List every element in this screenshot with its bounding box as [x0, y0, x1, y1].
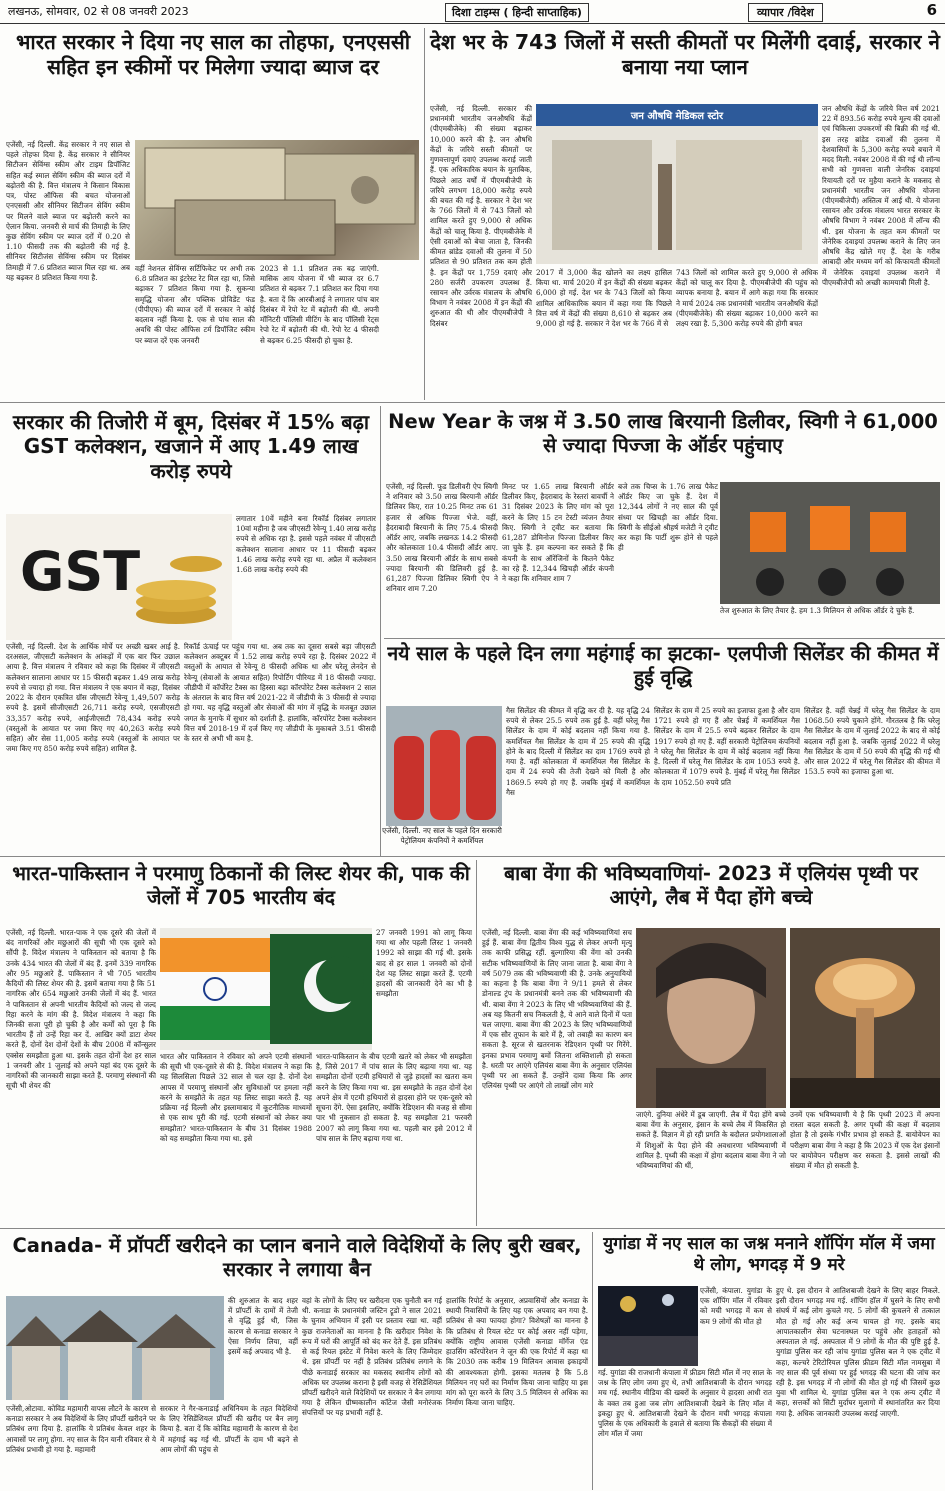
a7-col1: एजेंसी, नई दिल्ली. बाबा वेंगा की कई भविष्यवाणियां सच हुई हैं. बाबा वेंगा द्वितीय विश्व युद्ध से लेकर अपनी मृत्यु तक काफी प्रसिद्ध रहीं. बुल्गारिया की वेंगा को उनकी सटीक भविष्यवाणियों के लिए जाना जाता है. बाबा वेंगा ने वर्ष 5079 तक की भविष्यवाणी की है. उनके अनुयायियों का कहना है कि बाबा वेंगा ने 9/11 हमले से लेकर डोनाल्ड ट्रंप के प्रधानमंत्री बनने तक की भविष्यवाणी की थी. बाबा वेंगा ने 2023 के लिए भी भविष्यवाणियां की हैं. अब यह कितनी सच निकलती है, ये आने वाले दिनों में पता चल जाएगा. बाबा वेंगा की 2023 के लिए भविष्यवाणियों में एक सौर तूफान के बारे में है, जो तबाही का कारण बन सकता है. सूरज से खतरनाक रेडिएशन पृथ्वी पर गिरेंगे. इनका प्रभाव परमाणु बमों जितना शक्तिशाली हो सकता है. धरती पर आएंगे एलियंस बाबा वेंगा के अनुसार एलियंस पृथ्वी पर आ सकते हैं. उन्होंने दावा किया कि अगर एलियंस पृथ्वी पर आएंगे तो लाखों लोग मारे [482, 928, 632, 1091]
a6-col3: भारत-पाकिस्तान के बीच एटमी खतरे को लेकर भी समझौता है, जिसे 2017 में पांच साल के लिए बढ़ाया गया था. यह समझौता दोनों एटमी हथियारों से जुड़े हादसों का खतरा कम करने के लिए किया गया था. इस समझौते के तहत दोनों देश अपने क्षेत्र में एटमी हथियारों से हादसा होने पर एक-दूसरे को सूचना देंगे. ऐसा इसलिए, क्योंकि रेडिएशन की वजह से सीमा पार भी नुकसान हो सकता है. यह समझौता 21 फरवरी 2007 को लागू किया गया था. पहली बार इसे 2012 में पांच साल के लिए बढ़ाया गया था. [316, 1052, 472, 1143]
a8-col2b: सरकार ने गैर-कनाडाई अधिनियम के तहत विदेशियों के लिए रेसिडेंशियल प्रॉपर्टी की खरीद पर बैन लागू किया है. बता दें कि कोविड महामारी के कारण से देश में महंगाई बढ़ गई थी. प्रॉपर्टी के दाम भी बढ़ने से आम लोगों की पहुंच से [160, 1404, 298, 1454]
portrait-illustration [636, 928, 786, 1108]
baba-vanga-image [636, 928, 786, 1108]
a5-col3: सिलेंडर है. वहीं चेन्नई में घरेलू गैस सिलेंडर के दाम 1068.50 रुपये चुकाने होंगे. गौरतलब है कि घरेलू गैस सिलेंडर के दाम में जुलाई 2022 के बाद से कोई बदलाव नहीं हुआ है. जबकि जुलाई 2022 में घरेलू गैस सिलेंडर के दाम में 50 रुपये की वृद्धि की गई थी और साल 2022 में घरेलू गैस सिलेंडर की कीमत में 153.5 रुपये का इजाफा हुआ था. [804, 706, 940, 777]
a9-side: एजेंसी, कंपाला. युगांडा के एक शॉपिंग मॉल में रविवार को मची भगदड़ में कम से कम 9 लोगों की मौत हो [700, 1286, 772, 1326]
a6-headline: भारत-पाकिस्तान ने परमाणु ठिकानों की लिस्ट शेयर की, पाक की जेलों में 705 भारतीय बंद [12, 862, 470, 909]
issue-date: लखनऊ, सोमवार, 02 से 08 जनवरी 2023 [8, 5, 189, 18]
a8-col1: की शुरुआत के बाद शहर में प्रॉपर्टी के दामों में तेजी से वृद्धि हुई थी, जिस कारण से कनाडा सरकार ने ऐसा निर्णय लिया, वहीं इसमें कई अपवाद भी है. [228, 1296, 298, 1357]
a7-col3: उनमें एक भविष्यवाणी ये है कि पृथ्वी 2023 में अपना रास्ता बदल सकती है. अगर पृथ्वी की कक्षा में बदलाव होता है तो इसके गंभीर प्रभाव हो सकते हैं. बायोवेपन का परीक्षण बाबा वेंगा ने कहा है कि 2023 में एक देश इंसानों पर बायोवेपन परीक्षण कर सकता है. इससे लाखों की संख्या में मौत हो सकती है. [790, 1110, 940, 1171]
a4-headline: New Year के जश्न में 3.50 लाख बिरयानी डिलीवर, स्विगी ने 61,000 से ज्यादा पिज्जा के ऑर्डर पहुंचाए [388, 410, 938, 457]
delivery-riders-illustration [720, 482, 940, 604]
shop-sign: जन औषधि मेडिकल स्टोर [630, 111, 724, 122]
page-number: 6 [926, 1, 937, 19]
a9-headline: युगांडा में नए साल का जश्न मनाने शॉपिंग मॉल में जमा थे लोग, भगदड़ में 9 मरे [603, 1234, 935, 1275]
a6-col2: भारत और पाकिस्तान ने रविवार को अपने एटमी संस्थानों की सूची भी एक-दूसरे से की है. विदेश मंत्रालय ने कहा कि यह सिलसिला पिछले 32 साल से चल रहा है. दोनों देश आपस में परमाणु संस्थानों और सुविधाओं पर हमला नहीं करने के समझौते के तहत यह लिस्ट साझा करते हैं. यह प्रक्रिया नई दिल्ली और इस्लामाबाद में कूटनीतिक माध्यमों से एक साथ पूरी की गई. एटमी संस्थानों को लेकर क्या समझौता? भारत-पाकिस्तान के बीच 31 दिसंबर 1988 को यह समझौता किया गया था. इसे [160, 1052, 312, 1143]
a9-col2: हुए थे. इस दौरान वे आतिशबाजी देखने के लिए बाहर निकले. इसी दौरान भगदड़ मच गई. शॉपिंग हॉल में घुसने के लिए सभी संघर्ष में कई लोग कुचले गए. 5 लोगों की कुचलने से तत्काल मौत हो गई और कई अन्य घायल हो गए. इसके बाद आपातकालीन सेवा घटनास्थल पर पहुंचे और हताहतों को अस्पताल ले गई. अस्पताल में 9 लोगों के मौत की पुष्टि हुई है. युगांडा पुलिस कर रही जांच युगांडा पुलिस बल ने एक ट्वीट में कहा, कल्चरे टेरिटोरियल पुलिस फ्रीडम सिटी मॉल नामसुबा में नए साल की पूर्व संध्या पर हुई भगदड़ की घटना की जांच कर रही है. इस भगदड़ में नौ लोगों की मौत हो गई थी जिसमें कुछ युवा भी शामिल थे. युगांडा पुलिस बल ने एक अन्य ट्वीट में कहा, सत्तर्कों को सिटी मुर्दाघर मुलागो में स्थानांतरित कर दिया गया है. अधिक जानकारी उपलब्ध कराई जाएगी. [776, 1286, 940, 1418]
a2-col1: एजेंसी, नई दिल्ली. सरकार की प्रधानमंत्री भारतीय जनऔषधि केंद्रों (पीएमबीजेके) की संख्या बढ़ाकर 10,000 करने की है. जन औषधि केंद्रों के जरिये सस्ती कीमतों पर गुणवत्तापूर्ण दवाएं उपलब्ध कराई जाती हैं. एक अधिकारिक बयान के मुताबिक, पिछले आठ वर्षों में पीएमबीजेपी के जरिये लगभग 18,000 करोड़ रुपये की बचत की गई है. सरकार ने देश भर के 766 जिलों में से 743 जिलों को शामिल करते हुए 9,000 से अधिक केंद्रों को चालू किया है. पीएमबीजेके में ऐसी दवाओं को बेचा जाता है, जिनकी कीमत ब्रांडेड दवाओं की तुलना में 50 प्रतिशत से 90 प्रतिशत तक कम होती है. इन केंद्रों पर 1,759 दवाएं और 280 सर्जरी उपकरण उपलब्ध हैं. रसायन और उर्वरक मंत्रालय के औषधि विभाग ने नवंबर 2008 में इन केंद्रों की शुरुआत की थी और पीएमबीजेपी ने दिसंबर [430, 104, 532, 328]
a4-col3: बजे तक चिप्स के 1.76 लाख पैकेट ऑर्डर किए जा चुके हैं. देश में 12,344 लोगों ने नए साल की पूर्व संध्या पर खिचड़ी का ऑर्डर दिया. स्विगी के सीईओ श्रीहर्ष मजेटी ने ट्वीट कर कहा कि पार्टी शुरू होने से पहले ही [618, 482, 718, 553]
a1-headline: भारत सरकार ने दिया नए साल का तोहफा, एनएससी सहित इन स्कीमों पर मिलेगा ज्यादा ब्याज दर [15, 30, 411, 79]
a7-headline: बाबा वेंगा की भविष्यवाणियां- 2023 में एलियंस पृथ्वी पर आएंगे, लैब में पैदा होंगे बच्चे [504, 862, 918, 909]
column-divider [380, 406, 381, 856]
a8-col1b: एजेंसी,ओटावा. कोविड महामारी वापस लौटने के कारण से कनाडा सरकार ने अब विदेशियों के लिए प्रॉपर्टी खरीदने पर प्रतिबंध लगा दिया है. हालांकि ये प्रतिबंध केवल शहर के आवासों पर लागू होगा. नए साल के दिन यानी रविवार से ये प्रतिबंध प्रभावी हो गया है. महामारी [6, 1404, 156, 1454]
pharmacy-store-illustration [536, 104, 818, 264]
banknotes-illustration [135, 140, 419, 260]
a4-col2: मिनट पर 1.65 लाख बिरयानी ऑर्डर डिलीवर किए, हैदराबाद के रेस्तरां बावर्ची ने 31 दिसंबर 2023 के लिए मांग को पूरा करने के लिए 15 टन टेस्टी व्यंजन तैयार किए. स्विगी ने ट्वीट कर बताया कि 61,287 डोमिनोज पिज्जा डिलीवर किए जा चुके हैं. हम कल्पना कर सकते हैं कि कंपनी के साथ ऑरेंजिनों के कितने पैकेट का रहे हैं. 12,344 खिचड़ी ऑर्डर कंपनी ने कहा कि शनिवार शाम 7 [502, 482, 614, 583]
column-divider [476, 860, 477, 1226]
a3-col2: रिकॉर्ड ऊंचाई पर पहुंच गया था. अब तक का दूसरा सबसे बड़ा जीएसटी कलेक्शन अक्टूबर में 1.52 लाख करोड़ रुपये रहा है. दिसंबर 2022 में वस्तुओं के आयात से रेवेन्यू 8 फीसदी अधिक था और घरेलू लेनदेन से रेवेन्यू (सेवाओं के आयात सहित) रिपोर्टिंग पीरियड में 18 फीसदी ज्यादा. जीडीपी में कॉर्पोरेट टैक्स का हिस्सा बढ़ा कॉरपोरेट टैक्स कलेक्शन 2 साल के अंतराल के बाद वित्त वर्ष 2021-22 में जीडीपी के 3 फीसदी से ज्यादा हो गया. यह वृद्धि वस्तुओं और सेवाओं की मांग में वृद्धि के मजबूत उछाल जगत के मुनाफे में सुधार को दर्शाती है. हालांकि, कॉरपोरेट टैक्स कलेक्शन वित्त वर्ष 2018-19 में दर्ज किए गए जीडीपी के मुकाबले 3.51 फीसदी के स्तर से अभी भी कम है. [184, 642, 376, 743]
section-divider [0, 856, 945, 857]
nuclear-explosion-illustration [790, 928, 940, 1108]
flags-image [160, 928, 372, 1050]
a2-col3: 743 जिलों को शामिल करते हुए 9,000 से अधिक केंद्रों को चालू कर दिया है. पीएमबीजेपी की पहुंच को व्यापक बनाया है. बयान में आगे कहा गया कि सरकार ने मार्च 2024 तक प्रधानमंत्री भारतीय जनऔषधि केंद्रों (पीएमबीजेके) की संख्या बढ़ाकर 10,000 करने का लक्ष्य रखा है. 5,300 करोड़ रुपये की होगी बचत [676, 268, 818, 329]
section-divider [0, 1228, 945, 1229]
column-divider [424, 28, 425, 400]
a8-col3: हालांकि रिपोर्ट के अनुसार, अप्रवासियों और कनाडा के स्थायी निवासियों के लिए यह एक अपवाद बन गया है. प्रतिबंध से क्या फायदा होगा? विशेषज्ञों का मानना है कि प्रतिबंध से रियल स्टेट पर कोई असर नहीं पड़ेगा, क्योंकि राष्ट्रीय आवास एजेंसी कनाडा मॉर्गेज एंड हाउसिंग कॉरपोरेशन ने जून की एक रिपोर्ट में कहा था कि 2030 तक करीब 19 मिलियन आवास इकाइयों की आवश्यकता होगी. इसका मतलब है कि 5.8 मिलियन नए घरों का निर्माण किया जाना चाहिए या इस मांग को पूरा करने के लिए 3.5 मिलियन से अधिक का निर्माण किया जाना चाहिए. [446, 1296, 588, 1408]
a3-headline: सरकार की तिजोरी में बूम, दिसंबर में 15% बढ़ा GST कलेक्शन, खजाने में आए 1.49 लाख करोड़ रुपये [12, 410, 370, 483]
section-divider [384, 638, 945, 639]
a2-col2: 2017 में 3,000 केंद्र खोलने का लक्ष्य हासिल किया था. मार्च 2020 में इन केंद्रों की संख्या बढ़कर 6,000 हो गई. देश भर के 743 जिलों को किया शामिल आधिकारिक बयान में कहा गया कि पिछले वित्त वर्ष में केंद्रों की संख्या 8,610 से बढ़कर अब 9,000 हो गई है. सरकार ने देश भर के 766 में से [536, 268, 672, 329]
crowd-fireworks-illustration [598, 1286, 698, 1366]
gst-image [6, 514, 232, 640]
a4-col1: एजेंसी, नई दिल्ली. फूड डिलीवरी ऐप स्विगी ने शनिवार को 3.50 लाख बिरयानी ऑर्डर डिलिवर किए, रात 10.25 मिनट तक 61 हजार से अधिक पिज्जा भेजे. वहीं, हैदराबादी बिरयानी के लिए 75.4 फीसदी ऑर्डर आए, जबकि लखनऊ 14.2 फीसदी और कोलकाता 10.4 फीसदी ऑर्डर आए. 3.50 लाख बिरयानी ऑर्डर के साथ सबसे ज्यादा बिरयानी की डिलिवरी हुई है. 61,287 पिज्जा डिलिवर स्विगी ऐप ने शनिवार शाम 7.20 [386, 482, 498, 594]
a1-col3: 2023 से 1.1 प्रतिशत तक बढ़ जाएंगी. मासिक आय योजना में भी ब्याज दर 6.7 प्रतिशत से बढ़कर 7.1 प्रतिशत कर दिया गया है. बता दें कि आरबीआई ने लगातार पांच बार दिसंबर में रेपो रेट में बढ़ोतरी की थी. अपनी मॉनिटरी पॉलिसी मीटिंग के बाद पॉलिसी रेट्स रेपो रेट में बढ़ोतरी की थी. रेपो रेट 4 फीसदी से बढ़कर 6.25 फीसदी हो चुका है. [260, 264, 379, 345]
india-pakistan-flags-illustration [160, 928, 372, 1050]
a4-col4: तेज शुरुआत के लिए तैयार है. हम 1.3 मिलियन से अधिक ऑर्डर दे चुके हैं. [720, 606, 915, 615]
column-divider [592, 1232, 593, 1490]
delivery-image [720, 482, 940, 604]
a3-side: लगातार 10वें महीने बना रिकॉर्ड दिसंबर लगातार 10वां महीना है जब जीएसटी रेवेन्यू 1.40 लाख करोड़ रुपये से अधिक रहा है. इससे पहले नवंबर में जीएसटी कलेक्शन सालाना आधार पर 11 फीसदी बढ़कर 1.46 लाख करोड़ रुपये रहा था. अप्रैल में कलेक्शन 1.68 लाख करोड़ रुपये की [236, 514, 376, 575]
section-label: व्यापार /विदेश [748, 3, 823, 22]
gas-cylinders-illustration [386, 706, 502, 826]
a5-col2: सिलेंडर के दाम में 25 रुपये का इजाफा हुआ है और दाम 1721 रुपये हो गए हैं और चेन्नई में कमर्शियल गैस सिलेंडर के दाम में 25.5 रुपये बढ़कर सिलेंडर के दाम 1917 रुपये हो गए हैं. वहीं सरकारी पेट्रोलियम कंपनियों ने घरेलू गैस सिलेंडर के दाम में कोई बदलाव नहीं किया है. दिल्ली में घरेलू गैस सिलेंडर के दाम 1053 रुपये है. कोलकाता में 1079 रुपये है. मुंबई में घरेलू गैस सिलेंडर के दाम 1052.50 रुपये प्रति [654, 706, 800, 787]
houses-image [6, 1296, 224, 1400]
a8-headline: Canada- में प्रॉपर्टी खरीदने का प्लान बनाने वाले विदेशियों के लिए बुरी खबर, सरकार ने लगाया बैन [12, 1234, 582, 1281]
a5-caption: एजेंसी, दिल्ली. नए साल के पहले दिन सरकारी पेट्रोलियम कंपनियों ने कमर्शियल [382, 826, 502, 845]
a5-col1: गैस सिलेंडर की कीमत में वृद्धि कर दी है. यह वृद्धि 24 रुपये से लेकर 25.5 रुपये तक हुई है. वहीं घरेलू गैस सिलेंडर के दाम में कोई बदलाव नहीं किया गया है. कमर्शियल गैस सिलेंडर के दाम में 25 रुपये की वृद्धि होने के बाद दिल्ली में सिलेंडर का दाम 1769 रुपये हो गया है. वहीं कोलकाता में कमर्शियल गैस सिलेंडर के दाम में 24 रुपये की तेजी देखने को मिली है और 1869.5 रुपये हो गए हैं. जबकि मुंबई में कमर्शियल गैस [506, 706, 650, 797]
masthead: दिशा टाइम्स ( हिन्दी साप्ताहिक) [445, 3, 589, 22]
explosion-image [790, 928, 940, 1108]
a7-col2: जाएंगे. दुनिया अंधेरे में डूब जाएगी. लैब में पैदा होंगे बच्चे बाबा वेंगा के अनुसार, इंसान के बच्चे लैब में विकसित हो सकते हैं. विज्ञान में हो रही प्रगति के बदौलत प्रयोगशालाओं में शिशुओं के पैदा होने की अवधारणा भविष्यवाणी में शामिल है. पृथ्वी की कक्षा में होगा बदलाव बाबा वेंगा ने जो भविष्यवाणियां की थीं, [636, 1110, 786, 1171]
a3-col1: एजेंसी, नई दिल्ली. देश के आर्थिक मोर्चे पर अच्छी खबर आई है. दरअसल, जीएसटी कलेक्शन के आंकड़ों में एक बार फिर उछाल आया है. वित्त मंत्रालय ने रविवार को कहा कि दिसंबर में जीएसटी कलेक्शन सालाना आधार पर 15 फीसदी बढ़कर 1.49 लाख करोड़ रुपये से ज्यादा हो गया. वित्त मंत्रालय ने एक बयान में कहा, दिसंबर 2022 के दौरान एकत्रित ग्रॉस जीएसटी रेवेन्यू 1,49,507 करोड़ रुपये है. इसमें सीजीएसटी 26,711 करोड़ रुपये, एसजीएसटी 33,357 करोड़ रुपये, आईजीएसटी 78,434 करोड़ रुपये (वस्तुओं के आयात पर जमा किए गए 40,263 करोड़ रुपये सहित) और सेस 11,005 करोड़ रुपये (वस्तुओं के आयात पर जमा किए गए 850 करोड़ रुपये सहित) शामिल है. [6, 642, 180, 754]
a2-headline: देश भर के 743 जिलों में सस्ती कीमतों पर मिलेंगी दवाई, सरकार ने बनाया नया प्लान [430, 30, 940, 79]
gst-image-text: GST [20, 540, 141, 603]
a1-col2: वहीं नेशनल सेविंग्स सर्टिफिकेट पर अभी तक 6.8 प्रतिशत का इंटरेस्ट रेट मिल रहा था, जिसे बढ़ाकर 7 प्रतिशत किया गया है. सुकन्या समृद्धि योजना और पब्लिक प्रोविडेंट फंड (पीपीएफ) की ब्याज दरों में सरकार ने कोई बदलाव नहीं किया है. एक से पांच साल की अवधि की पोस्ट ऑफिस टर्म डिपॉजिट स्कीम पर ब्याज दरें एक जनवरी [135, 264, 255, 345]
section-divider [0, 402, 945, 403]
lpg-image [386, 706, 502, 826]
houses-illustration [6, 1296, 224, 1400]
a9-col1: गई. युगांडा की राजधानी कंपाला में फ्रीडम सिटी मॉल में नए साल के जश्न के लिए लोग जमा हुए थे, तभी आतिशबाजी के दौरान भगदड़ मच गई. स्थानीय मीडिया की खबरों के अनुसार ये हादसा आधी रात के वक्त तब हुआ जब लोग आतिशबाजी देखने के लिए मॉल में इकट्ठा हुए थे. आतिशबाजी देखने के दौरान मची भगदड़ कंपाला पुलिस के एक अधिकारी के हवाले से बताया कि सैकड़ों की संख्या में लोग मॉल में जमा [598, 1368, 772, 1439]
page-header [0, 0, 945, 24]
a6-right: 27 जनवरी 1991 को लागू किया गया था और पहली लिस्ट 1 जनवरी 1992 को साझा की गई थी. इसके बाद से हर साल 1 जनवरी को दोनों देश यह लिस्ट साझा करते हैं. एटमी हादसों की जानकारी देने का भी है समझौता [376, 928, 472, 999]
crowd-image [598, 1286, 698, 1366]
a2-col4: जन औषधि केंद्रों के जरिये वित्त वर्ष 2021 22 में 893.56 करोड़ रुपये मूल्य की दवाओं एवं चिकित्सा उपकरणों की बिक्री की गई थी. इस तरह ब्रांडेड दवाओं की तुलना में देशवासियों के 5,300 करोड़ रुपये बचाने में मदद मिली. नवंबर 2008 में की गई थी लॉन्च सभी को गुणवत्ता वाली जेनरिक दवाइयां रियायती दरों पर मुहैया कराने के मकसद से प्रधानमंत्री भारतीय जन औषधि योजना (पीएमबीजेपी) अस्तित्व में आई थी. ये योजना रसायन और उर्वरक मंत्रालय भारत सरकार के औषधि विभाग ने नवंबर 2008 में लॉन्च की थी. इस योजना के तहत कम कीमतों पर जेनेरिक दवाइयां उपलब्ध कराने के लिए जन औषधि केंद्र खोले गए हैं. देश के गरीब आबादी और मध्यम वर्ग को किफायती कीमतों में जेनेरिक दवाइयां उपलब्ध कराने में पीएमबीजेपी को अच्छी कामयाबी मिली है. [822, 104, 940, 287]
a1-col1: एजेंसी, नई दिल्ली. केंद्र सरकार ने नए साल से पहले तोहफा दिया है. केंद्र सरकार ने सीनियर सिटीजन सेविंग्स स्कीम और टाइम डिपॉजिट सहित कई स्माल सेविंग स्कीम की ब्याज दरों में बढ़ोतरी की है. वित्त मंत्रालय ने किसान विकास पत्र, पोस्ट ऑफिस की बचत योजनाओं एनएससी और सीनियर सिटीजन सेविंग स्कीम पर मिलने वाले ब्याज पर बढ़ोतरी करने का ऐलान किया. जनवरी से मार्च की तिमाही के लिए कुछ सेविंग स्कीम पर ब्याज दरों में 0.20 से 1.10 फीसदी तक की बढ़ोतरी की गई है. सीनियर सिटीजंस सेविंग्स स्कीम पर दिसंबर तिमाही में 7.6 प्रतिशत ब्याज मिल रहा था. अब यह बढ़कर 8 प्रतिशत किया गया है. [6, 140, 130, 282]
a5-headline: नये साल के पहले दिन लगा महंगाई का झटका- एलपीजी सिलेंडर की कीमत में हुई वृद्धि [387, 642, 939, 689]
currency-image [135, 140, 419, 260]
a6-top: एजेंसी, नई दिल्ली. भारत-पाक ने एक दूसरे की जेलों में बंद नागरिकों और मछुआरों की सूची भी एक दूसरे को सौंपी है. विदेश मंत्रालय ने पाकिस्तान को बताया है कि उनके 434 भारत की जेलों में बंद हैं. इनमें 339 नागरिक और 95 मछुआरे हैं. पाकिस्तान ने भी 705 भारतीय कैदियों की लिस्ट शेयर की है. इसमें बताया गया है कि 51 नागरिक और 654 मछुआरे उनकी जेलों में बंद हैं. भारत ने पाकिस्तान से अपनी भारतीय कैदियों को जल्द से जल्द रिहा करने के मांग की है. विदेश मंत्रालय ने कहा कि जिनकी सजा पूरी हो चुकी है और कर्मों को पूरा है कि भारतीय हैं तो उन्हें रिहा कर दें. आखिर क्यों डाटा शेयर करते हैं, दोनों देश दोनों देशों के बीच 2008 में कॉन्सुलर एक्सेस समझौता हुआ था. इसके तहत दोनों देश हर साल 1 जनवरी और 1 जुलाई को अपने यहां बंद एक दूसरे के नागरिकों की जानकारी साझा करते हैं. परमाणु संस्थानों की सूची भी शेयर की [6, 928, 156, 1091]
pharmacy-image [536, 104, 818, 264]
a8-col2: वहां के लोगों के लिए घर खरीदना एक चुनौती बन गई थी. कनाडा के प्रधानमंत्री जस्टिन ट्रूडो ने साल 2021 के चुनाव अभियान में इसी पर प्रस्ताव रखा था. वहीं कुछ राजनेताओं का मानना है कि खरीदार निवेश के रूप में घरों की आपूर्ति को बंद कर देते हैं. इस प्रतिबंध से कई रियल इस्टेट में निवेश करने के लिए जिम्मेदार थे. इस प्रॉपर्टी पर नहीं है प्रतिबंध प्रतिबंध लगाने के पीछे कनाडाई सरकार का मकसद स्थानीय लोगों को अधिक घर उपलब्ध कराना है इसी वजह से रेसिडेंशियल प्रॉपर्टी खरीदने वाले विदेशियों पर सरकार ने बैन लगाया गया है लेकिन ग्रीष्मकालीन कॉटेज जैसी मनोरंजक संपत्तियों पर यह प्रभावी नहीं है. [302, 1296, 442, 1418]
